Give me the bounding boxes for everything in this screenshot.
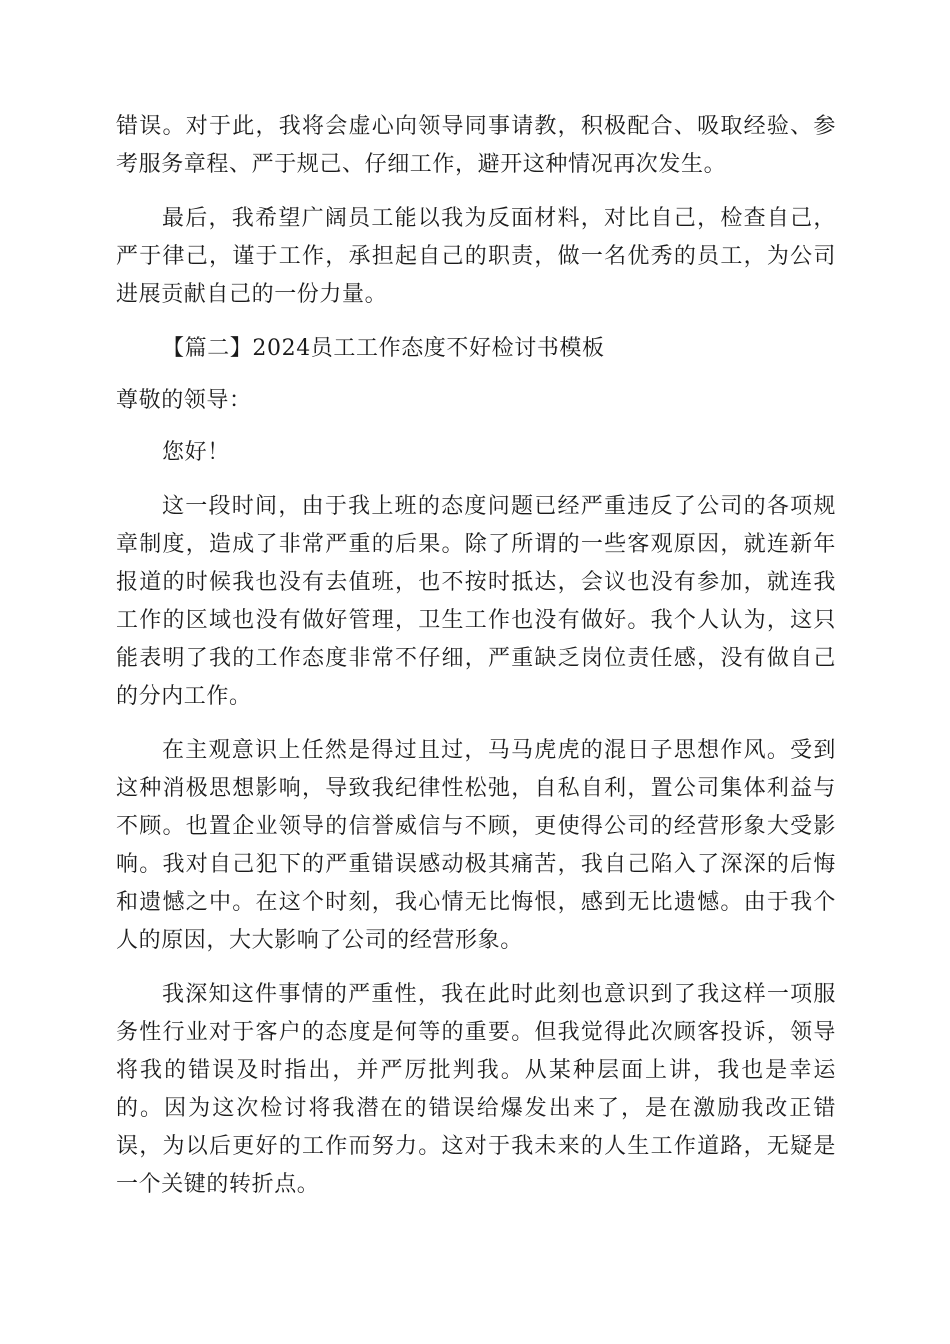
salutation: 尊敬的领导： <box>116 388 252 413</box>
section-heading: 【篇二】2024员工工作态度不好检讨书模板 <box>162 336 605 361</box>
paragraph-body-2: 在主观意识上任然是得过且过，马马虎虎的混日子思想作风。受到这种消极思想影响，导致我纪律性松弛，自私自利，置公司集体利益与不顾。也置企业领导的信誉威信与不顾，更使得公司的经营形象大受影响。我对自己犯下的严重错误感动极其痛苦，我自己陷入了深深的后悔和遗憾之中。在这个时刻，我心情无比悔恨，感到无比遗憾。由于我个人的原因，大大影响了公司的经营形象。 <box>116 738 836 953</box>
document-page <box>116 108 836 1204</box>
paragraph-body-3: 我深知这件事情的严重性，我在此时此刻也意识到了我这样一项服务性行业对于客户的态度是何等的重要。但我觉得此次顾客投诉，领导将我的错误及时指出，并严厉批判我。从某种层面上讲，我也是幸运的。因为这次检讨将我潜在的错误给爆发出来了，是在激励我改正错误，为以后更好的工作而努力。这对于我未来的人生工作道路，无疑是一个关键的转折点。 <box>116 982 836 1197</box>
greeting: 您好！ <box>162 440 230 465</box>
paragraph-continuation: 错误。对于此，我将会虚心向领导同事请教，积极配合、吸取经验、参考服务章程、严于规己、仔细工作，避开这种情况再次发生。 <box>116 114 836 177</box>
paragraph-closing: 最后，我希望广阔员工能以我为反面材料，对比自己，检查自己，严于律己，谨于工作，承担起自己的职责，做一名优秀的员工，为公司进展贡献自己的一份力量。 <box>116 206 836 307</box>
paragraph-body-1: 这一段时间，由于我上班的态度问题已经严重违反了公司的各项规章制度，造成了非常严重的后果。除了所谓的一些客观原因，就连新年报道的时候我也没有去值班，也不按时抵达，会议也没有参加，就连我工作的区域也没有做好管理，卫生工作也没有做好。我个人认为，这只能表明了我的工作态度非常不仔细，严重缺乏岗位责任感，没有做自己的分内工作。 <box>116 494 836 709</box>
